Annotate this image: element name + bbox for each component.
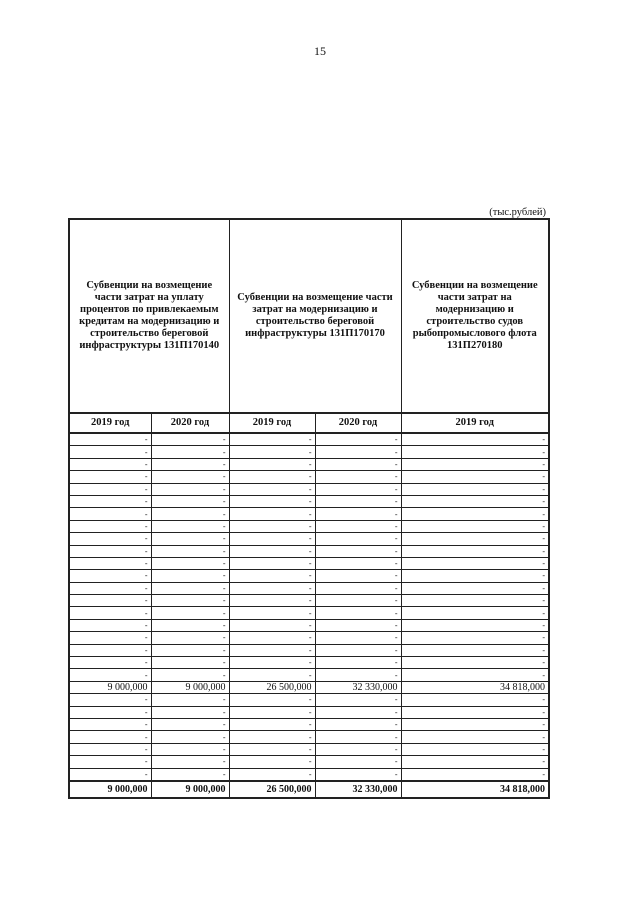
table-cell: - xyxy=(69,743,151,755)
table-cell: - xyxy=(151,607,229,619)
total-cell: 34 818,000 xyxy=(401,781,549,798)
year-header: 2019 год xyxy=(69,413,151,433)
table-cell: - xyxy=(151,595,229,607)
table-row xyxy=(69,694,549,706)
table-cell: 32 330,000 xyxy=(315,681,401,693)
table-row xyxy=(69,545,549,557)
table-cell: - xyxy=(151,433,229,446)
table-cell: - xyxy=(229,644,315,656)
table-row xyxy=(69,495,549,507)
table-cell: - xyxy=(229,582,315,594)
table-cell: - xyxy=(69,595,151,607)
table-cell: - xyxy=(315,694,401,706)
table-cell: - xyxy=(401,694,549,706)
table-cell: - xyxy=(229,669,315,681)
table-row xyxy=(69,681,549,693)
table-cell: - xyxy=(151,458,229,470)
table-cell: - xyxy=(69,446,151,458)
table-cell: - xyxy=(151,508,229,520)
table-row xyxy=(69,669,549,681)
table-cell: - xyxy=(229,570,315,582)
table-cell: - xyxy=(401,471,549,483)
table-cell: - xyxy=(401,533,549,545)
table-cell: 9 000,000 xyxy=(69,681,151,693)
table-cell: - xyxy=(315,557,401,569)
table-cell: - xyxy=(151,669,229,681)
table-cell: - xyxy=(69,471,151,483)
table-cell: - xyxy=(69,669,151,681)
table-cell: 26 500,000 xyxy=(229,681,315,693)
table-cell: - xyxy=(69,607,151,619)
table-cell: - xyxy=(69,557,151,569)
table-row xyxy=(69,632,549,644)
table-cell: - xyxy=(401,582,549,594)
table-cell: - xyxy=(229,533,315,545)
table-row xyxy=(69,706,549,718)
table-cell: - xyxy=(315,607,401,619)
year-header-row xyxy=(69,413,549,433)
table-cell: - xyxy=(229,433,315,446)
table-cell: - xyxy=(69,508,151,520)
table-cell: - xyxy=(315,508,401,520)
table-body xyxy=(69,433,549,781)
table-cell: - xyxy=(69,731,151,743)
table-cell: - xyxy=(401,520,549,532)
table-cell: - xyxy=(315,731,401,743)
table-cell: - xyxy=(315,768,401,781)
table-cell: - xyxy=(69,582,151,594)
table-cell: 9 000,000 xyxy=(151,681,229,693)
table-cell: - xyxy=(401,570,549,582)
table-cell: - xyxy=(229,595,315,607)
table-cell: - xyxy=(315,483,401,495)
table-cell: - xyxy=(69,619,151,631)
table-cell: - xyxy=(229,471,315,483)
table-cell: 34 818,000 xyxy=(401,681,549,693)
year-header: 2020 год xyxy=(315,413,401,433)
table-cell: - xyxy=(315,743,401,755)
table-row xyxy=(69,731,549,743)
table-row xyxy=(69,533,549,545)
table-cell: - xyxy=(315,495,401,507)
table-cell: - xyxy=(229,731,315,743)
table-row xyxy=(69,520,549,532)
table-row xyxy=(69,619,549,631)
table-cell: - xyxy=(401,632,549,644)
table-cell: - xyxy=(151,619,229,631)
table-cell: - xyxy=(315,533,401,545)
table-cell: - xyxy=(69,458,151,470)
column-group-header: Субвенции на возмещение части затрат на модернизацию и строительство береговой инфраструктуры 131П170170 xyxy=(229,219,401,413)
table-cell: - xyxy=(229,520,315,532)
table-cell: - xyxy=(229,483,315,495)
table-cell: - xyxy=(151,446,229,458)
column-group-header: Субвенции на возмещение части затрат на модернизацию и строительство судов рыбопромыслового флота 131П270180 xyxy=(401,219,549,413)
table-cell: - xyxy=(315,619,401,631)
budget-table xyxy=(68,218,550,799)
table-cell: - xyxy=(229,743,315,755)
total-cell: 9 000,000 xyxy=(151,781,229,798)
table-cell: - xyxy=(401,508,549,520)
table-cell: - xyxy=(69,657,151,669)
table-row xyxy=(69,557,549,569)
table-cell: - xyxy=(401,458,549,470)
table-row xyxy=(69,446,549,458)
table-cell: - xyxy=(401,446,549,458)
table-row xyxy=(69,570,549,582)
table-cell: - xyxy=(315,433,401,446)
table-cell: - xyxy=(69,533,151,545)
table-cell: - xyxy=(229,545,315,557)
table-cell: - xyxy=(151,582,229,594)
table-cell: - xyxy=(229,694,315,706)
table-cell: - xyxy=(151,557,229,569)
table-cell: - xyxy=(69,718,151,730)
table-cell: - xyxy=(151,743,229,755)
table-row xyxy=(69,433,549,446)
total-cell: 9 000,000 xyxy=(69,781,151,798)
column-group-header: Субвенции на возмещение части затрат на уплату процентов по привлекаемым кредитам на модернизацию и строительство береговой инфраструктуры 131П170140 xyxy=(69,219,229,413)
group-header-row xyxy=(69,219,549,413)
table-cell: - xyxy=(315,582,401,594)
units-note: (тыс.рублей) xyxy=(489,207,546,218)
table-cell: - xyxy=(69,570,151,582)
table-row xyxy=(69,582,549,594)
table-cell: - xyxy=(69,694,151,706)
table-cell: - xyxy=(315,458,401,470)
table-cell: - xyxy=(151,706,229,718)
table-cell: - xyxy=(69,768,151,781)
table-cell: - xyxy=(229,446,315,458)
total-row xyxy=(69,781,549,798)
table-cell: - xyxy=(401,483,549,495)
table-cell: - xyxy=(229,508,315,520)
table-cell: - xyxy=(69,706,151,718)
year-header: 2020 год xyxy=(151,413,229,433)
table-cell: - xyxy=(401,731,549,743)
table-cell: - xyxy=(151,644,229,656)
table-cell: - xyxy=(151,718,229,730)
table-cell: - xyxy=(229,619,315,631)
table-cell: - xyxy=(69,545,151,557)
table-cell: - xyxy=(401,743,549,755)
table-row xyxy=(69,657,549,669)
table-cell: - xyxy=(69,495,151,507)
table-row xyxy=(69,483,549,495)
table-cell: - xyxy=(401,756,549,768)
table-cell: - xyxy=(315,706,401,718)
table-cell: - xyxy=(401,644,549,656)
table-cell: - xyxy=(151,768,229,781)
table-cell: - xyxy=(69,520,151,532)
table-cell: - xyxy=(315,570,401,582)
table-cell: - xyxy=(229,632,315,644)
table-cell: - xyxy=(229,718,315,730)
year-header: 2019 год xyxy=(229,413,315,433)
table-cell: - xyxy=(151,520,229,532)
year-header: 2019 год xyxy=(401,413,549,433)
table-cell: - xyxy=(229,706,315,718)
table-row xyxy=(69,607,549,619)
table-cell: - xyxy=(315,657,401,669)
table-cell: - xyxy=(401,557,549,569)
total-cell: 26 500,000 xyxy=(229,781,315,798)
table-cell: - xyxy=(315,471,401,483)
table-row xyxy=(69,595,549,607)
table-cell: - xyxy=(151,483,229,495)
table-cell: - xyxy=(151,756,229,768)
table-cell: - xyxy=(315,595,401,607)
table-cell: - xyxy=(151,533,229,545)
table-row xyxy=(69,718,549,730)
table-cell: - xyxy=(229,557,315,569)
table-cell: - xyxy=(151,731,229,743)
table-cell: - xyxy=(151,570,229,582)
table-cell: - xyxy=(401,595,549,607)
table-cell: - xyxy=(401,607,549,619)
table-cell: - xyxy=(315,718,401,730)
table-cell: - xyxy=(401,545,549,557)
table-cell: - xyxy=(315,446,401,458)
table-row xyxy=(69,756,549,768)
table-cell: - xyxy=(229,458,315,470)
table-cell: - xyxy=(69,644,151,656)
table-cell: - xyxy=(401,706,549,718)
table-cell: - xyxy=(229,768,315,781)
table-row xyxy=(69,458,549,470)
table-cell: - xyxy=(151,657,229,669)
table-cell: - xyxy=(151,694,229,706)
table-cell: - xyxy=(151,495,229,507)
table-cell: - xyxy=(401,495,549,507)
table-cell: - xyxy=(401,619,549,631)
table-row xyxy=(69,644,549,656)
table-cell: - xyxy=(229,756,315,768)
table-cell: - xyxy=(315,632,401,644)
table-cell: - xyxy=(315,756,401,768)
table-cell: - xyxy=(315,520,401,532)
table-row xyxy=(69,471,549,483)
table-cell: - xyxy=(151,471,229,483)
table-cell: - xyxy=(151,545,229,557)
table-cell: - xyxy=(401,718,549,730)
table-cell: - xyxy=(401,433,549,446)
table-cell: - xyxy=(315,644,401,656)
table-cell: - xyxy=(151,632,229,644)
table-cell: - xyxy=(315,669,401,681)
table-cell: - xyxy=(401,657,549,669)
table-cell: - xyxy=(69,483,151,495)
table-cell: - xyxy=(69,632,151,644)
table-row xyxy=(69,743,549,755)
table-cell: - xyxy=(69,433,151,446)
table-cell: - xyxy=(69,756,151,768)
table-cell: - xyxy=(229,607,315,619)
table-cell: - xyxy=(315,545,401,557)
table-cell: - xyxy=(229,657,315,669)
page-number: 15 xyxy=(314,44,326,58)
table-row xyxy=(69,768,549,781)
total-cell: 32 330,000 xyxy=(315,781,401,798)
table-row xyxy=(69,508,549,520)
table-cell: - xyxy=(401,669,549,681)
table-cell: - xyxy=(229,495,315,507)
table-cell: - xyxy=(401,768,549,781)
